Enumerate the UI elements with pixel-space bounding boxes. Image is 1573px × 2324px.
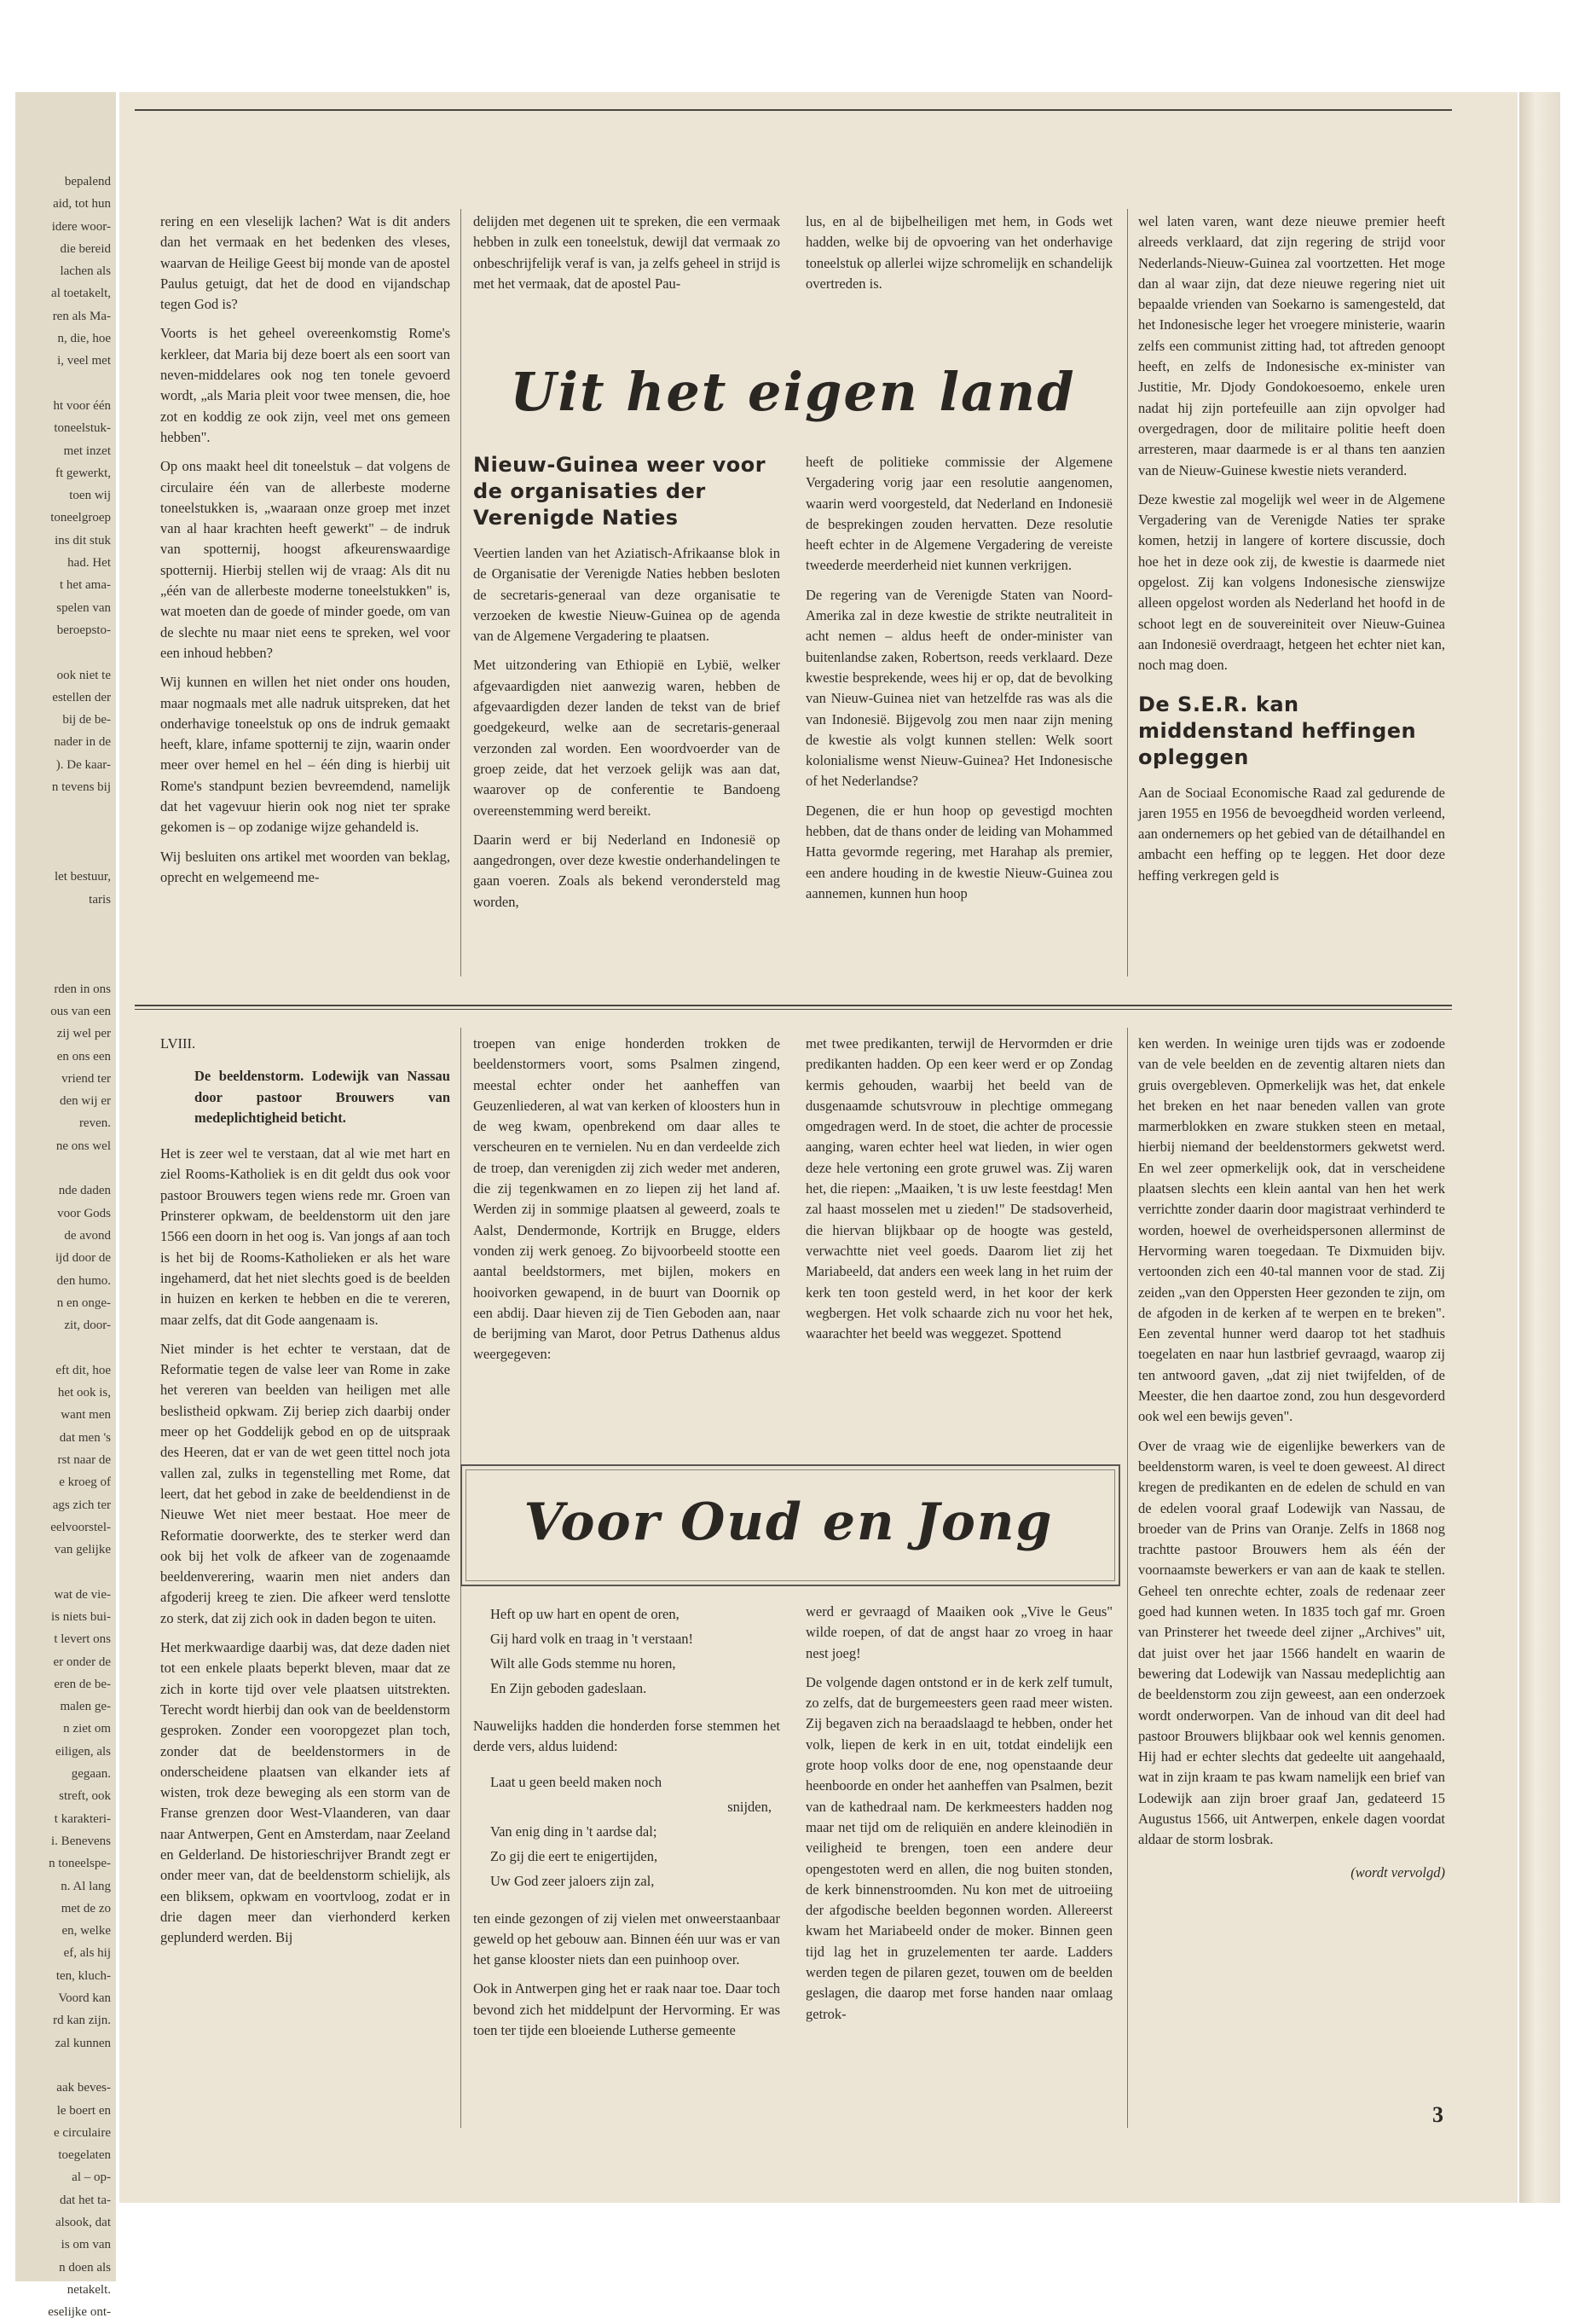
paragraph: werd er gevraagd of Maaiken ook „Vive le Geus" wilde roepen, of dat de angst haar zo vroeg in haar nest joeg! (806, 1603, 1113, 1661)
page-edge (1519, 92, 1560, 2203)
strip-line: streft, ook (59, 1789, 111, 1804)
strip-line: nader in de (54, 735, 111, 750)
strip-line: vriend ter (61, 1071, 111, 1086)
strip-line: ne ons wel (55, 1139, 111, 1153)
section-title-uit-het-eigen-land: Uit het eigen land (510, 361, 1076, 423)
strip-line: Voord kan (58, 1991, 111, 2006)
strip-line (15, 821, 116, 843)
poem-line: Laat u geen beeld maken noch (490, 1773, 662, 1790)
poem-stanza-2 (473, 1770, 780, 1893)
strip-line (15, 798, 116, 820)
strip-line: want men (61, 1408, 111, 1423)
strip-line: n doen als (59, 2260, 111, 2275)
adjacent-page-strip (15, 92, 116, 2320)
strip-line: en ons een (56, 1049, 111, 1063)
paragraph: delijden met degenen uit te spreken, die een vermaak hebben in zulk een toneelstuk, dewijl dat vermaak zo onbeschrijfelijk veraf is van, ja zelfs geheel in strijd is met het vermaak, dat de apostel Pau- (473, 213, 780, 292)
strip-line: beroepsto- (56, 623, 111, 637)
strip-line (15, 1561, 116, 1583)
top-rule (135, 109, 1452, 111)
strip-line: voor Gods (57, 1206, 111, 1220)
strip-line: rden in ons (54, 982, 111, 996)
strip-line (15, 911, 116, 933)
strip-line: aid, tot hun (53, 197, 111, 212)
top-col-4 (1138, 212, 1445, 886)
poem-line: Van enig ding in 't aardse dal; (490, 1823, 657, 1840)
strip-line: e kroeg of (59, 1475, 111, 1490)
strip-line: ). De kaar- (55, 757, 111, 772)
paragraph: Degenen, die er hun hoop op gevestigd mochten hebben, dat de thans onder de leiding van Mohammed Hatta gevormde regering, met Harahap als premier, een andere houding in de kwestie Nieuw-Guinea zou aannemen, kunnen hun hoop (806, 802, 1113, 901)
lviii-col-1 (160, 1034, 450, 1948)
strip-line: n toneelspe- (49, 1857, 111, 1871)
nieuw-guinea-col-a (473, 452, 780, 913)
strip-line: eselijke ont- (48, 2305, 111, 2320)
paragraph: Op ons maakt heel dit toneelstuk – dat volgens de circulaire één van de allerbeste moderne toneelstukken is, „waaraan onze groep met inzet van al haar krachten heeft gewerkt" – de indruk van spotternij, hoogst afkeurenswaardige spotternij. Hierbij stellen wij de vraag: Als dit nu „één van de allerbeste moderne toneelstukken" is, wat moeten dan de goede of minder goede, om van de slechte nu maar niet eens te spreken, wel voor een inhoud hebben? (160, 458, 450, 661)
strip-line: i. Benevens (51, 1834, 111, 1848)
strip-line: t levert ons (54, 1632, 111, 1647)
paragraph: rering en een vleselijk lachen? Wat is dit anders dan het vermaak en het bedenken des vleses, waarvan de Heilige Geest bij monde van de apostel Paulus getuigt, dat het de dood en vijandschap tegen God is? (160, 213, 450, 313)
paragraph: lus, en al de bijbelheiligen met hem, in Gods wet hadden, welke bij de opvoering van het onderhavige toneelstuk op allerlei wijze schromelijk en schandelijk overtreden is. (806, 213, 1113, 292)
strip-line: bepalend (64, 175, 111, 188)
strip-line: met de zo (61, 1901, 111, 1915)
top-col-3 (806, 212, 1113, 294)
strip-line: n ziet om (63, 1722, 111, 1736)
strip-line: den humo. (56, 1273, 111, 1288)
strip-line: bij de be- (62, 713, 111, 727)
strip-line (15, 955, 116, 977)
strip-line (15, 373, 116, 395)
strip-line: ht voor één (53, 398, 111, 413)
strip-line: ef, als hij (63, 1946, 111, 1961)
strip-line: n tevens bij (51, 780, 111, 795)
paragraph: ten einde gezongen of zij vielen met onweerstaanbaar geweld op het gebouw aan. Binnen één uur was er van het ganse klooster niets dan een puinhoop over. (473, 1910, 780, 1968)
strip-line (15, 1336, 116, 1359)
paragraph: Met uitzondering van Ethiopië en Lybië, welker afgevaardigden niet aanwezig waren, hebben de afgevaardigden dezer landen de tekst van de brief goedgekeurd, welke aan de secretaris-generaal verzonden zal worden. Een woordvoerder van de groep zeide, dat het verzoek gelijk was aan dat, waarover op de conferentie te Bandoeng overeenstemming werd bereikt. (473, 657, 780, 819)
strip-line: eiligen, als (55, 1744, 111, 1759)
strip-line: is niets bui- (51, 1610, 111, 1624)
paragraph: Nauwelijks hadden die honderden forse stemmen het derde vers, aldus luidend: (473, 1718, 780, 1755)
strip-line: t het ama- (60, 578, 111, 593)
paragraph: Veertien landen van het Aziatisch-Afrikaanse blok in de Organisatie der Verenigde Naties hebben besloten de secretaris-generaal van deze organisatie te verzoeken de kwestie Nieuw-Guinea op de agenda van de Algemene Vergadering te plaatsen. (473, 545, 780, 645)
strip-line: dat men 's (59, 1430, 111, 1445)
strip-line: ijd door de (55, 1251, 111, 1266)
paragraph: Deze kwestie zal mogelijk wel weer in de Algemene Vergadering van de Verenigde Naties ter sprake komen, hetzij in langere of kortere discussie, doch hoe het in deze ook zij, de kwestie is daarmede niet opgelost. Zij kan volgens Indonesische zienswijze alleen opgelost worden als Nederland het hoofd in de schoot legt en de souvereiniteit over Nieuw-Guinea aan Indonesië overdraagt, hetgeen het echter niet kan, noch mag doen. (1138, 490, 1445, 674)
poem-line: Uw God zeer jaloers zijn zal, (490, 1872, 655, 1889)
strip-line: i, veel met (57, 354, 111, 368)
column-rule (1127, 209, 1128, 977)
strip-line (15, 1157, 116, 1179)
strip-line: de avond (64, 1228, 111, 1243)
strip-line: toegelaten (58, 2148, 111, 2163)
paragraph: De regering van de Verenigde Staten van Noord-Amerika zal in deze kwestie de strikte neutraliteit in acht nemen – aldus heeft de onder-minister van buitenlandse zaken, Robertson, reeds verklaard. Deze kwestie besprekende, wees hij er op, dat de bevolking van Nieuw-Guinea niet van hetzelfde ras was als die van Indonesië. Bijgevolg zou men naar zijn mening de kwestie als volgt kunnen stellen: Welk soort kolonialisme wenst Nieuw-Guinea? Het Indonesische of het Nederlandse? (806, 586, 1113, 790)
top-col-2 (473, 212, 780, 294)
strip-line: le boert en (56, 2103, 111, 2118)
strip-line: ren als Ma- (52, 309, 111, 323)
strip-line: had. Het (67, 556, 111, 571)
strip-line: idere woor- (51, 219, 111, 234)
strip-line: zij wel per (56, 1027, 111, 1041)
page-number: 3 (1432, 2102, 1443, 2127)
strip-line: reven. (78, 1116, 111, 1131)
strip-line: eelvoorstel- (50, 1520, 111, 1534)
strip-line (15, 2055, 116, 2077)
poem-line: Zo gij die eert te enigertijden, (490, 1847, 658, 1864)
strip-line: toen wij (69, 489, 111, 503)
strip-line: malen ge- (60, 1700, 111, 1714)
top-col-1 (160, 212, 450, 888)
paragraph: Niet minder is het echter te verstaan, dat de Reformatie tegen de valse leer van Rome in zake het vereren van beelden van heiligen met alle beslistheid opkwam. Zij beriep zich daarbij onder meer op het Goddelijk gebod en op de uitspraak des Heeren, dat er van de wet geen tittel noch jota vallen zal, zulks in tegenstelling met Rome, dat leert, dat het gebod in zake de beeldendienst in de Nieuwe Wet niet meer bestaat. Hoe meer de Reformatie doorwerkte, des te sterker werd dan ook bij het volk de afkeer van de zogenaamde beeldenverering, waarin men niet anders dan afgoderij kreeg te zien. Die afkeer werd tenslotte zo sterk, dat zij zich ook in daden begon te uiten. (160, 1340, 450, 1626)
strip-line: spelen van (56, 600, 111, 615)
strip-line: is om van (61, 2238, 111, 2252)
lviii-col-2 (473, 1034, 780, 1365)
section-divider (135, 1009, 1452, 1010)
paragraph: wel laten varen, want deze nieuwe premier heeft alreeds verklaard, dat zijn regering de strijd voor Nederlands-Nieuw-Guinea zal voortzetten. Het moge dan al waar zijn, dat deze nieuwe regering niet uit bepaalde vrienden van Soekarno is samengesteld, dat het Indonesische leger het vroegere ministerie, waarin zelfs een communist zitting had, tot aftreden genoopt heeft, en zelfs de Indonesische ex-minister van Justitie, Mr. Djody Gondokoesoemo, enkele uren nadat hij zijn portefeuille aan zijn opvolger had overgedragen, door de militaire politie heeft doen arresteren, maar daarmede is er al thans ten aanzien van de Nieuw-Guinese kwestie niets veranderd. (1138, 213, 1445, 478)
strip-line: eft dit, hoe (55, 1363, 111, 1377)
section-title-voor-oud-en-jong: Voor Oud en Jong (523, 1492, 1054, 1552)
strip-line: t karakteri- (54, 1811, 111, 1826)
paragraph: Ook in Antwerpen ging het er raak naar toe. Daar toch bevond zich het middelpunt der Hervorming. Er was toen ter tijde een bloeiende Lutherse gemeente (473, 1980, 780, 2039)
strip-line: ft gewerkt, (55, 466, 111, 480)
strip-line: aak beves- (56, 2081, 111, 2095)
strip-line: en, welke (61, 1924, 111, 1939)
strip-line (15, 843, 116, 866)
strip-line: ook niet te (56, 668, 111, 682)
paragraph: Het merkwaardige daarbij was, dat deze daden niet tot een enkele plaats beperkt bleven, maar dat ze zich in korte tijd over vele plaatsen uitstrekten. Terecht wordt hierbij dan ook van de beeldenstorm gesproken. Zonder een vooropgezet plan toch, zonder dat de beeldenstormers in de onderscheidene plaatsen van elkander iets af wisten, trok deze beweging als een storm van de Franse grenzen door West-Vlaanderen, van daar naar Antwerpen, Gent en Amsterdam, naar Zeeland en Gelderland. De historieschrijver Brandt zegt er onder meer van, dat de beeldenstorm schielijk, als een bliksem, opkwam en voortvloog, zodat er in drie dagen meer dan vierhonderd kerken geplunderd werden. Bij (160, 1639, 450, 1946)
paragraph: Daarin werd er bij Nederland en Indonesië op aangedrongen, over deze kwestie onderhandelingen te gaan voeren. Zoals als bekend verondersteld mag worden, (473, 831, 780, 910)
strip-line: zit, door- (64, 1318, 111, 1333)
strip-line: n en onge- (56, 1295, 111, 1310)
paragraph: Aan de Sociaal Economische Raad zal gedurende de jaren 1955 en 1956 de bevoegdheid worden verleend, aan ondernemers op het gebied van de détailhandel en ambacht een heffing op te leggen. Het door deze heffing verkregen geld is (1138, 784, 1445, 884)
strip-line: toneelstuk- (54, 421, 111, 436)
chapter-number: LVIII. (160, 1035, 196, 1052)
poem-stanza-1 (473, 1602, 780, 1701)
strip-line: die bereid (60, 241, 111, 256)
column-rule (1127, 1028, 1128, 2128)
strip-line: al toetakelt, (51, 287, 111, 301)
strip-line: gegaan. (71, 1767, 111, 1782)
strip-line: n. Al lang (61, 1879, 111, 1893)
voor-oud-en-jong-left (473, 1602, 780, 2041)
strip-line: het ook is, (57, 1386, 111, 1400)
paragraph: Het is zeer wel te verstaan, dat al wie met hart en ziel Rooms-Katholiek is en dit geldt dus ook voor pastoor Brouwers tegen wiens rede mr. Groen van Prinsterer opkwam, de beeldenstorm uit den jare 1566 een doorn in het oog is. Van jongs af aan toch is het bij de Rooms-Katholieken er als het ware ingehamerd, dat het niet slechts goed is de beelden in huizen en kerken te hebben en die te vereren, maar zelfs, dat dit Gode aangenaam is. (160, 1145, 450, 1328)
paragraph: Voorts is het geheel overeenkomstig Rome's kerkleer, dat Maria bij deze boert als een soort van neven-middelares ook nog ten tonele gevoerd wordt, „als Maria pleit voor twee mensen, die, hoe zot en koddig ze ook zijn, veel met ons gemeen hebben". (160, 325, 450, 445)
strip-line (15, 641, 116, 664)
paragraph: met twee predikanten, terwijl de Hervormden er drie predikanten hadden. Op een keer werd er op Zondag kermis gehouden, waarbij het beeld van de dusgenaamde schutsvrouw in plechtige ommegang omgedragen werd. In de stoet, die achter de processie aanging, waren echter heel wat lieden, in wier ogen deze hele vertoning een grote gruwel was. Zij waren het, die riepen: „Maaiken, 't is uw leste feestdag! Men zal haast mosselen met u zieden!" De stadsoverheid, die hiervan blijkbaar op de hoogte was gesteld, verwachtte niet veel goeds. Daarom liet zij het Mariabeeld, dat anders een week lang in het ruim der kerk ten toon gesteld werd, in het koor der kerk wegbergen. Het volk schaarde zich nu voor het hek, waarachter het beeld was weggezet. Spottend (806, 1035, 1113, 1342)
paragraph: heeft de politieke commissie der Algemene Vergadering vorig jaar een resolutie aangenomen, waarin werd voorgesteld, dat Nederland en Indonesië de besprekingen zouden hervatten. Deze resolutie heeft echter in de Algemene Vergadering de vereiste tweederde meerderheid niet kunnen verkrijgen. (806, 454, 1113, 574)
strip-line: er onder de (53, 1655, 111, 1669)
strip-line: rd kan zijn. (53, 2014, 111, 2028)
paragraph: Wij besluiten ons artikel met woorden van beklag, oprecht en welgemeend me- (160, 848, 450, 885)
voor-oud-en-jong-right (806, 1602, 1113, 2025)
strip-line: n, die, hoe (57, 332, 111, 346)
strip-line: zal kunnen (55, 2036, 111, 2050)
strip-line: toneelgroep (50, 511, 111, 525)
poem-line: Gij hard volk en traag in 't verstaan! (490, 1631, 694, 1647)
poem-line: snijden, (727, 1798, 772, 1815)
paragraph: ken werden. In weinige uren tijds was er zodoende van de vele beelden en de zeventig altaren niets dan gruis overgebleven. Opmerkelijk was het, dat enkele het breken en het naar beneden vallen van grote marmerblokken en zware stukken steen en metaal, hierbij niemand der beeldenstormers gekwetst werd. En wel zeer opmerkelijk ook, dat in verscheidene plaatsen slechts een klein aantal van hen het werk verrichtte zonder daarin door magistraat verhinderd te worden, hoewel de overheidspersonen allerminst de Hervorming waren toegedaan. Te Dixmuiden bijv. vertoonden zich een 40-tal mannen voor de stad. Zij zeiden „van den Oppersten Heer gezonden te zijn, om de afgoden in de kerken af te werpen en te breken". Een zevental hunner werd daarop tot het stadhuis toegelaten en naar hun lastbrief gevraagd, waarop zij ten antwoord gaven, „dat zij niet twijfelden, of de Meester, die hen daartoe zond, zou hun desgevorderd ook wel een bewijs geven". (1138, 1035, 1445, 1425)
strip-line: lachen als (60, 264, 111, 279)
lviii-col-4 (1138, 1034, 1445, 1883)
strip-line: e circulaire (53, 2125, 111, 2140)
strip-line: ins dit stuk (55, 533, 111, 548)
paragraph: De volgende dagen ontstond er in de kerk zelf tumult, zo zelfs, dat de burgemeesters geen raad meer wisten. Zij begaven zich na beraadslaagd te hebben, onder het volk, liepen de kerk in en uit, totdat eindelijk een grote hoop volks door de ene, nog openstaande deur heenboorde en onder het aanheffen van Psalmen, bezit van de kathedraal nam. De kerkmeesters hadden nog maar net tijd om de reliquiën en andere kleinodiën in veiligheid te brengen, toen een andere deur opengestoten werd en allen, die nog buiten stonden, de kerk binnenstroomden. Nu kon met de uitroeiing der afgodische beelden begonnen worden. Allereerst kwam het Mariabeeld onder de moker. Binnen geen tijd lag het in gruzelementen ter aarde. Ladders werden tegen de pilaren gezet, touwen om de beelden geslagen, die daarop met forse handen naar omlaag getrok- (806, 1673, 1113, 2022)
strip-line: ous van een (50, 1004, 111, 1018)
strip-line: nde daden (58, 1184, 111, 1198)
poem-line: En Zijn geboden gadeslaan. (490, 1680, 647, 1696)
strip-line: alsook, dat (55, 2216, 111, 2230)
strip-line: dat het ta- (60, 2193, 111, 2207)
nieuw-guinea-col-b (806, 452, 1113, 904)
strip-line: taris (89, 892, 111, 907)
nieuw-guinea-headline: Nieuw-Guinea weer voor de organisaties der Verenigde Naties (473, 453, 766, 530)
strip-line: eren de be- (54, 1677, 111, 1691)
poem-line: Wilt alle Gods stemme nu horen, (490, 1655, 676, 1672)
strip-line: let bestuur, (54, 870, 111, 884)
strip-line: wat de vie- (54, 1587, 111, 1602)
chapter-caption: De beeldenstorm. Lodewijk van Nassau door pastoor Brouwers van medeplichtigheid beticht. (194, 1068, 450, 1126)
ser-headline: De S.E.R. kan middenstand heffingen opleggen (1138, 692, 1417, 769)
strip-line: al – op- (72, 2170, 111, 2185)
paragraph: troepen van enige honderden trokken de beeldenstormers voort, soms Psalmen zingend, meestal echter onder het aanheffen van Geuzenliederen, al wat van kerken of kloosters hun in de weg kwam, openbrekend om daar alles te verscheuren en te vernielen. Nu en dan verdeelde zich de troep, dan verenigden zij zich weder met anderen, die zij tegenkwamen en zo liepen zij het land af. Werden zij in sommige plaatsen al geweerd, zoals te Aalst, Dendermonde, Kortrijk en Brugge, elders vonden zij werk genoeg. Zo bijvoorbeeld stootte een aantal beeldstormers, met bijlen, mokers en hooivorken gewapend, in de buurt van Doornik op een abdij. Daar hieven zij de Tien Geboden aan, naar de berijming van Marot, door Petrus Dathenus aldus weergegeven: (473, 1035, 780, 1363)
section-divider (135, 1005, 1452, 1006)
strip-line: van gelijke (54, 1543, 111, 1557)
lviii-col-3 (806, 1034, 1113, 1344)
strip-line (15, 933, 116, 955)
poem-line: Heft op uw hart en opent de oren, (490, 1606, 680, 1622)
strip-line: ten, kluch- (55, 1968, 111, 1983)
strip-line: rst naar de (57, 1452, 111, 1467)
paragraph: Over de vraag wie de eigenlijke bewerkers van de beeldenstorm waren, is veel te doen geweest. Al direct kregen de predikanten en de edelen de schuld en van de edelen vooral graaf Lodewijk van Nassau, de broeder van de Prins van Oranje. Zelfs in 1868 nog trachtte pastoor Brouwers hem als één der voornaamste bewerkers er van aan de kaak te stellen. Geheel ten onrechte echter, zoals de redenaar zeer goed had kunnen weten. In 1835 toch gaf mr. Groen van Prinsterer het tweede deel zijner „Archives" uit, dat juist over het jaar 1566 handelt en waarin de bewering dat Lodewijk van Nassau medeplichtig aan de beeldenstorm zou zijn geweest, aan een onderzoek wordt onderworpen. Van de inhoud van dit deel had pastoor Brouwers blijkbaar ook wel kennis genomen. Hij had er echter slechts dat gedeelte uit aangehaald, wat in zijn kraam te pas kwam namelijk een brief van Lodewijk aan zijn broer graaf Jan, gedateerd 15 Augustus 1566, uit Antwerpen, enkele dagen voordat aldaar de storm losbrak. (1138, 1437, 1445, 1848)
column-rule (460, 209, 461, 977)
strip-line: met inzet (63, 443, 111, 458)
continued-note: (wordt vervolgd) (1350, 1863, 1445, 1881)
strip-line: ags zich ter (52, 1498, 111, 1512)
strip-line: den wij er (60, 1094, 111, 1109)
strip-line: netakelt. (67, 2282, 111, 2297)
strip-line: estellen der (52, 690, 111, 704)
paragraph: Wij kunnen en willen het niet onder ons houden, maar nogmaals met alle nadruk uitspreken, dat het onderhavige toneelstuk op ons de indruk gemaakt heeft, klare, infame spotternij te zijn, waarin onder meer over hemel en hel – één ding is hierbij uit Rome's standpunt bezien bevreemdend, namelijk dat het vagevuur hierin ook nog niet ter sprake gekomen is – op zodanige wijze gehandeld is. (160, 674, 450, 836)
